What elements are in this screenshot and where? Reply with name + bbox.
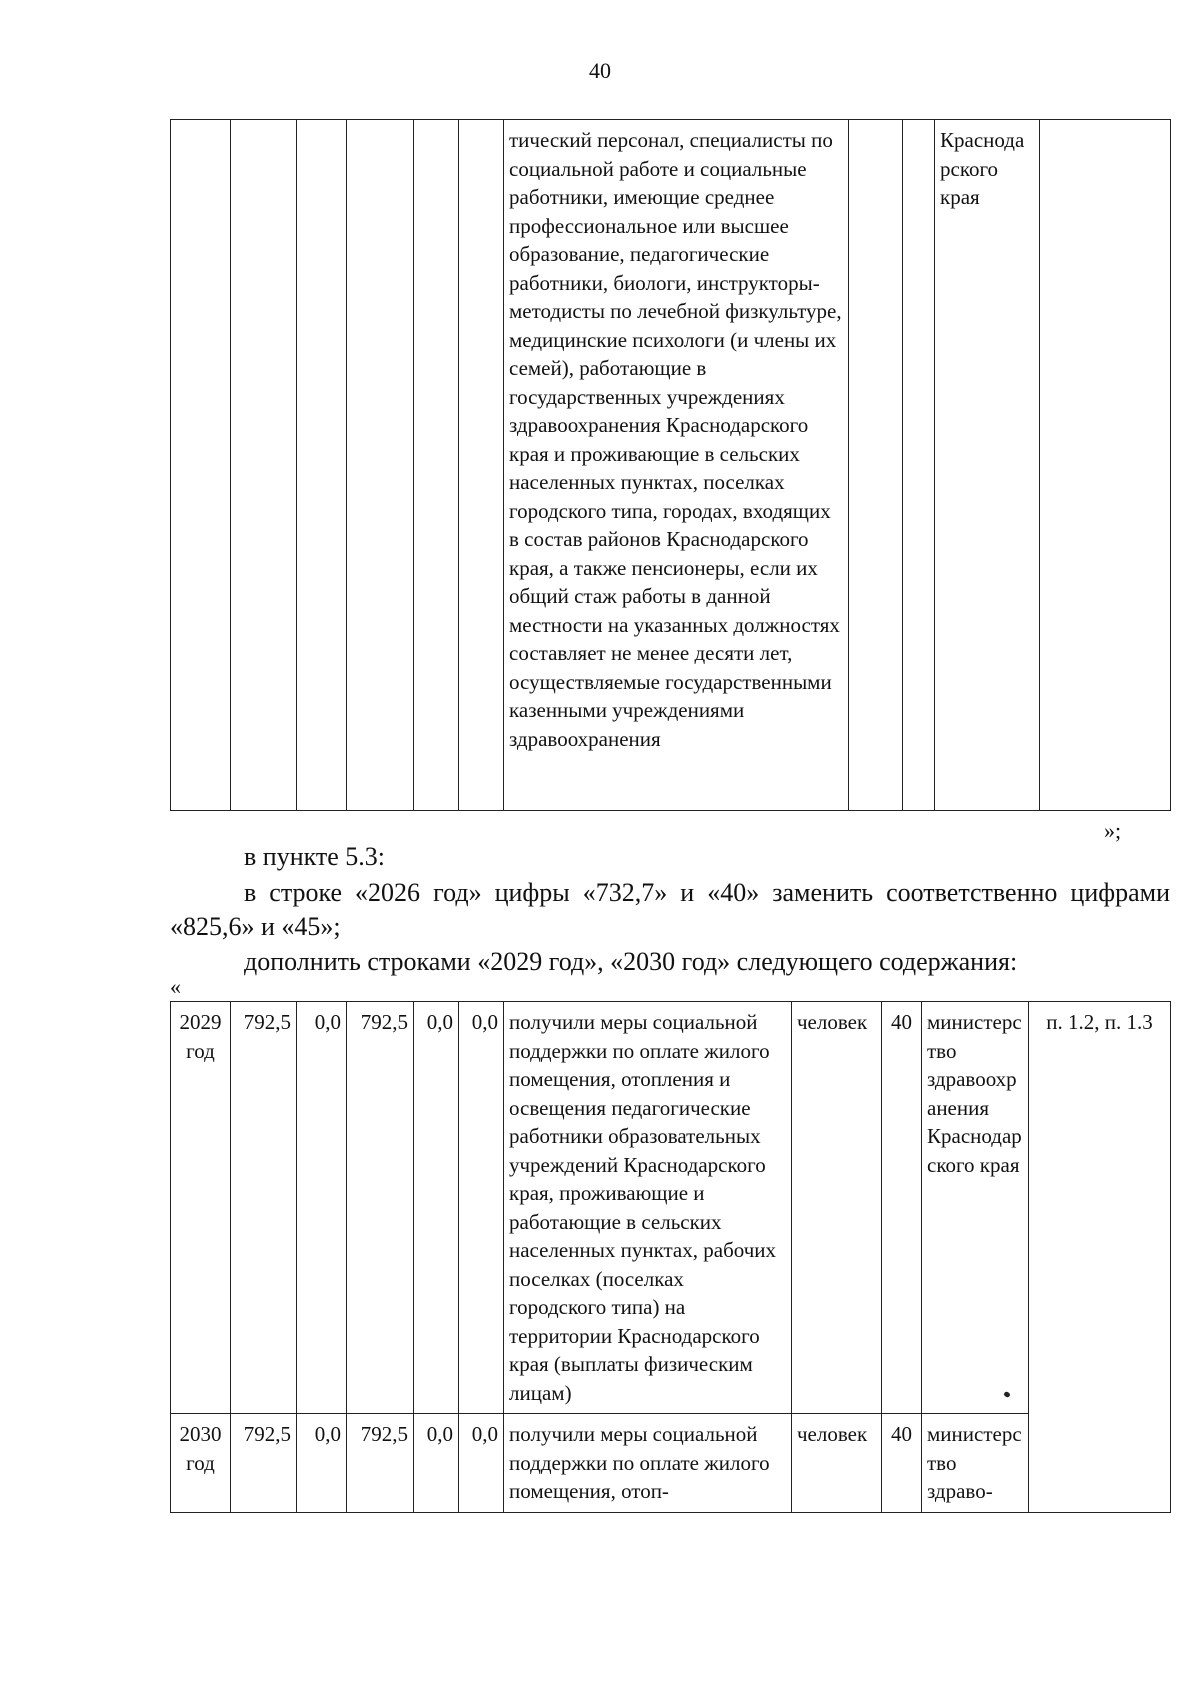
total-cell: 792,5 [231, 1002, 297, 1414]
empty-cell [459, 120, 504, 811]
empty-cell [1040, 120, 1171, 811]
value-cell: 0,0 [297, 1414, 347, 1513]
paragraph-replace: в строке «2026 год» цифры «732,7» и «40» заменить соответственно цифрами «825,6» и «45»; [170, 878, 1170, 941]
description-cell: получили меры социальной поддержки по оплате жилого помещения, отопления и освещения педагогические работники образовательных учреждений Краснодарского края, проживающие и работающие в сельских населенных пунктах, рабочих поселках (поселках городского типа) на территории Краснодарского края (выплаты физическим лицам) [504, 1002, 792, 1414]
empty-cell [903, 120, 935, 811]
empty-cell [347, 120, 414, 811]
empty-cell [171, 120, 231, 811]
value-cell: 792,5 [347, 1002, 414, 1414]
continued-table [170, 119, 1171, 811]
executor-cell: министерство здраво- [922, 1414, 1029, 1513]
value-cell: 0,0 [414, 1002, 459, 1414]
reference-cell: п. 1.2, п. 1.3 [1029, 1002, 1171, 1513]
description-cell: получили меры социальной поддержки по оплате жилого помещения, отоп- [504, 1414, 792, 1513]
value-cell: 792,5 [347, 1414, 414, 1513]
empty-cell [414, 120, 459, 811]
unit-cell: человек [792, 1414, 882, 1513]
value-cell: 0,0 [414, 1414, 459, 1513]
year-cell: 2030 год [171, 1414, 231, 1513]
table-row [171, 120, 1171, 811]
new-rows-table [170, 1001, 1171, 1513]
empty-cell [297, 120, 347, 811]
paragraph-add: дополнить строками «2029 год», «2030 год» следующего содержания: [244, 947, 1018, 976]
table-row [171, 1002, 1171, 1414]
value-cell: 0,0 [459, 1414, 504, 1513]
open-quote: « [170, 974, 181, 999]
value-cell: 0,0 [297, 1002, 347, 1414]
executor-cell: Краснодарского края [935, 120, 1040, 811]
close-quote: »; [1104, 818, 1122, 843]
unit-cell: человек [792, 1002, 882, 1414]
paragraph-point: в пункте 5.3: [244, 842, 386, 871]
description-cell: тический персонал, специалисты по социальной работе и социальные работники, имеющие среднее профессиональное или высшее образование, педагогические работники, биологи, инструкторы-методисты по лечебной физкультуре, медицинские психологи (и члены их семей), работающие в государственных учреждениях здравоохранения Краснодарского края и проживающие в сельских населенных пунктах, поселках городского типа, городах, входящих в состав районов Краснодарского края, а также пенсионеры, если их общий стаж работы в данной местности на указанных должностях составляет не менее десяти лет, осуществляемые государственными казенными учреждениями здравоохранения [504, 120, 849, 811]
value-cell: 0,0 [459, 1002, 504, 1414]
page-number: 40 [589, 58, 611, 83]
indicator-value-cell: 40 [882, 1414, 922, 1513]
executor-cell: министерство здравоохранения Краснодарского края [922, 1002, 1029, 1414]
empty-cell [849, 120, 903, 811]
table-row [171, 1414, 1171, 1513]
indicator-value-cell: 40 [882, 1002, 922, 1414]
year-cell: 2029 год [171, 1002, 231, 1414]
empty-cell [231, 120, 297, 811]
total-cell: 792,5 [231, 1414, 297, 1513]
